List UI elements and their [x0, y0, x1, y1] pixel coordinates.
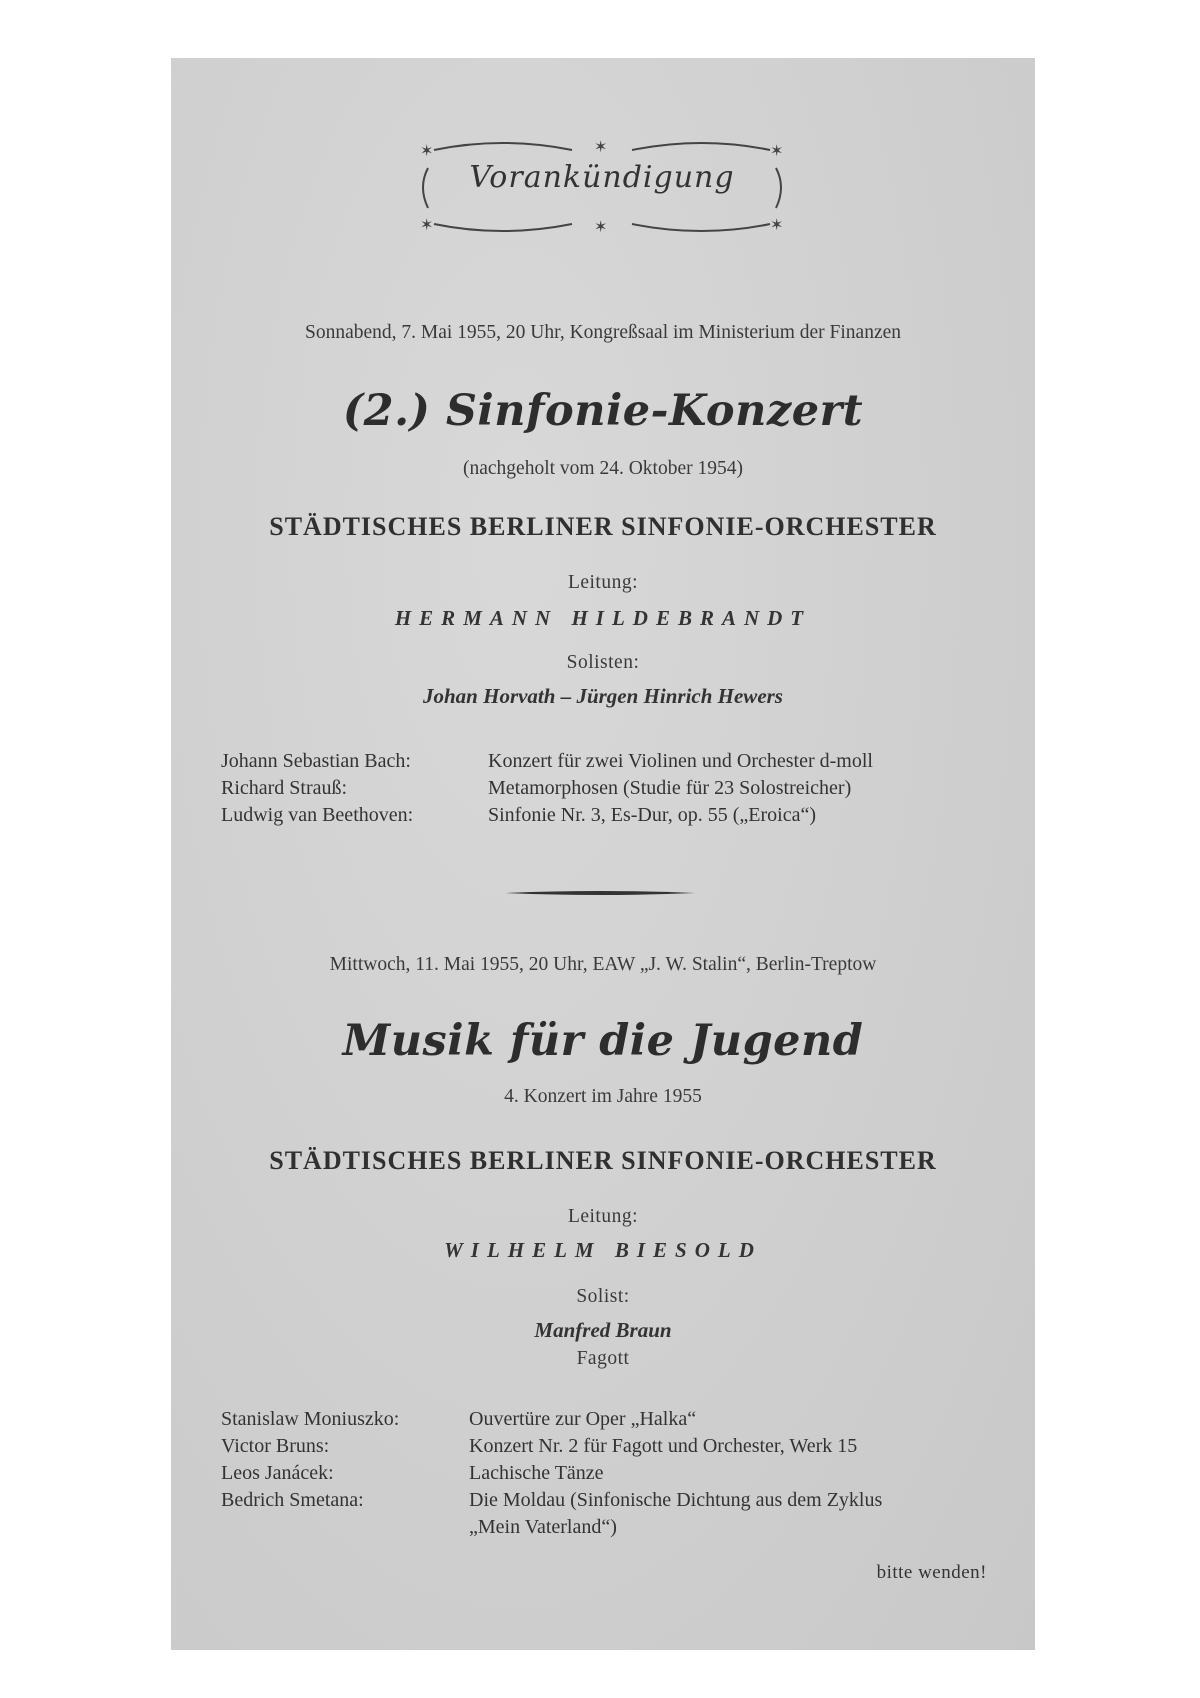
svg-text:✶: ✶ — [594, 217, 608, 236]
concert2-work: Lachische Tänze — [469, 1462, 604, 1484]
concert1-conductor: HERMANN HILDEBRANDT — [394, 606, 812, 630]
concert2-work: Konzert Nr. 2 für Fagott und Orchester, Werk 15 — [469, 1435, 858, 1457]
banner-title: Vorankündigung — [469, 160, 735, 195]
concert1-leitung-label: Leitung: — [567, 572, 639, 593]
concert1-works — [488, 748, 873, 829]
concert2-composer: Leos Janácek: — [221, 1462, 334, 1484]
concert1-composer: Johann Sebastian Bach: — [221, 750, 411, 772]
concert2-conductor: WILHELM BIESOLD — [444, 1238, 762, 1262]
concert2-soloist-label: Solist: — [576, 1286, 630, 1307]
concert2-leitung-label: Leitung: — [567, 1206, 639, 1227]
svg-text:✶: ✶ — [770, 141, 784, 160]
concert1-soloists-label: Solisten: — [566, 652, 640, 673]
concert1-soloists: Johan Horvath – Jürgen Hinrich Hewers — [423, 684, 783, 708]
concert2-composer: Bedrich Smetana: — [221, 1489, 364, 1511]
concert1-orchestra: STÄDTISCHES BERLINER SINFONIE-ORCHESTER — [269, 512, 937, 541]
concert1-work: Metamorphosen (Studie für 23 Solostreicher) — [488, 777, 852, 799]
concert2-works — [469, 1406, 882, 1541]
concert2-dateline: Mittwoch, 11. Mai 1955, 20 Uhr, EAW „J. W. Stalin“, Berlin-Treptow — [329, 954, 877, 975]
concert1-title: (2.) Sinfonie-Konzert — [342, 386, 864, 436]
turn-page-note: bitte wenden! — [876, 1562, 987, 1583]
svg-text:✶: ✶ — [420, 141, 434, 160]
announcement-banner — [412, 132, 792, 240]
concert2-composer — [221, 1514, 399, 1541]
concert1-work: Konzert für zwei Violinen und Orchester d-moll — [488, 750, 873, 772]
svg-text:✶: ✶ — [594, 137, 608, 156]
svg-text:✶: ✶ — [420, 215, 434, 234]
concert2-composer: Stanislaw Moniuszko: — [221, 1408, 400, 1430]
concert1-composer: Ludwig van Beethoven: — [221, 804, 414, 826]
concert2-composer: Victor Bruns: — [221, 1435, 330, 1457]
concert2-composers — [221, 1406, 399, 1541]
program-sheet — [171, 58, 1035, 1650]
concert1-dateline: Sonnabend, 7. Mai 1955, 20 Uhr, Kongreßsaal im Ministerium der Finanzen — [304, 322, 902, 343]
concert2-work: Die Moldau (Sinfonische Dichtung aus dem Zyklus — [469, 1489, 883, 1511]
concert1-composer: Richard Strauß: — [221, 777, 348, 799]
svg-text:✶: ✶ — [770, 215, 784, 234]
concert1-work: Sinfonie Nr. 3, Es-Dur, op. 55 („Eroica“) — [488, 804, 816, 826]
concert2-instrument: Fagott — [576, 1348, 630, 1369]
concert2-work: Ouvertüre zur Oper „Halka“ — [469, 1408, 697, 1430]
concert2-soloist: Manfred Braun — [534, 1318, 672, 1342]
concert1-composers — [221, 748, 413, 829]
concert2-orchestra: STÄDTISCHES BERLINER SINFONIE-ORCHESTER — [269, 1146, 937, 1175]
concert1-subtitle: (nachgeholt vom 24. Oktober 1954) — [463, 458, 743, 479]
concert2-work: „Mein Vaterland“) — [469, 1516, 617, 1538]
section-divider — [505, 890, 695, 896]
concert2-subtitle: 4. Konzert im Jahre 1955 — [504, 1086, 702, 1107]
concert2-title: Musik für die Jugend — [342, 1016, 864, 1066]
